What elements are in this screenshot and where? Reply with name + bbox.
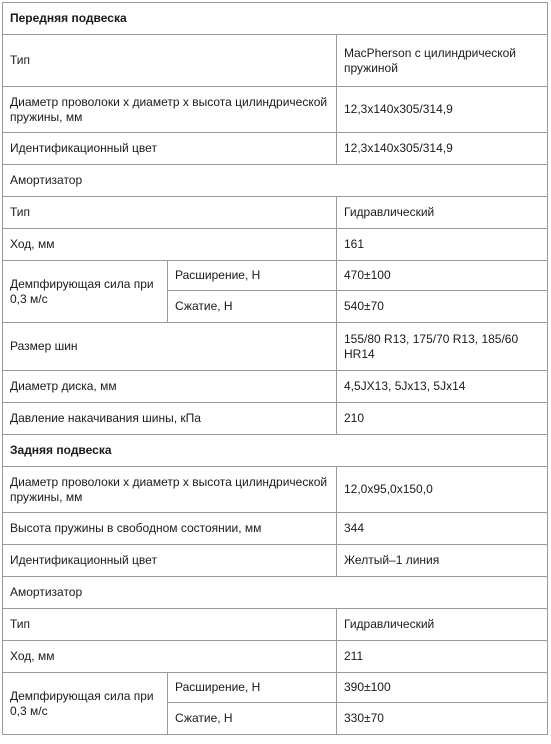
subsection-label: Амортизатор [3,165,548,197]
row-sublabel: Сжатие, Н [168,703,337,735]
row-label: Диаметр диска, мм [3,371,337,403]
section-title: Передняя подвеска [3,3,548,35]
table-row [3,545,548,577]
row-label: Идентификационный цвет [3,133,337,165]
table-row [3,371,548,403]
table-row [3,609,548,641]
row-label: Диаметр проволоки x диаметр x высота цилиндрической пружины, мм [3,87,337,133]
table-row [3,513,548,545]
row-value: 161 [337,229,548,261]
row-label: Демпфирующая сила при 0,3 м/с [3,261,168,323]
row-value: 4,5JX13, 5Jx13, 5Jx14 [337,371,548,403]
table-row [3,197,548,229]
row-label: Размер шин [3,323,337,371]
row-value: 390±100 [337,673,548,703]
row-value: Гидравлический [337,609,548,641]
row-label: Тип [3,197,337,229]
subsection-row [3,577,548,609]
row-label: Идентификационный цвет [3,545,337,577]
table-row [3,467,548,513]
row-sublabel: Расширение, Н [168,261,337,291]
subsection-label: Амортизатор [3,577,548,609]
table-row [3,229,548,261]
row-label: Диаметр проволоки x диаметр x высота цилиндрической пружины, мм [3,467,337,513]
row-label: Ход, мм [3,229,337,261]
row-label: Демпфирующая сила при 0,3 м/с [3,673,168,735]
section-header-rear [3,435,548,467]
section-header-front [3,3,548,35]
row-value: 211 [337,641,548,673]
row-sublabel: Сжатие, Н [168,291,337,323]
row-value: MacPherson с цилиндрической пружиной [337,35,548,87]
row-value: 330±70 [337,703,548,735]
row-label: Высота пружины в свободном состоянии, мм [3,513,337,545]
table-row [3,87,548,133]
table-row [3,403,548,435]
row-value: 540±70 [337,291,548,323]
row-value: 470±100 [337,261,548,291]
row-value: 344 [337,513,548,545]
table-row [3,261,548,291]
row-value: 155/80 R13, 175/70 R13, 185/60 HR14 [337,323,548,371]
row-label: Тип [3,35,337,87]
subsection-row [3,165,548,197]
row-label: Давление накачивания шины, кПа [3,403,337,435]
row-label: Тип [3,609,337,641]
table-row [3,641,548,673]
row-value: 12,3x140x305/314,9 [337,133,548,165]
row-sublabel: Расширение, Н [168,673,337,703]
section-title: Задняя подвеска [3,435,548,467]
table-row [3,133,548,165]
table-row [3,673,548,703]
row-value: Желтый–1 линия [337,545,548,577]
row-label: Ход, мм [3,641,337,673]
suspension-spec-table [2,2,548,735]
table-row [3,35,548,87]
row-value: 12,0x95,0x150,0 [337,467,548,513]
row-value: 210 [337,403,548,435]
table-row [3,323,548,371]
row-value: Гидравлический [337,197,548,229]
row-value: 12,3x140x305/314,9 [337,87,548,133]
